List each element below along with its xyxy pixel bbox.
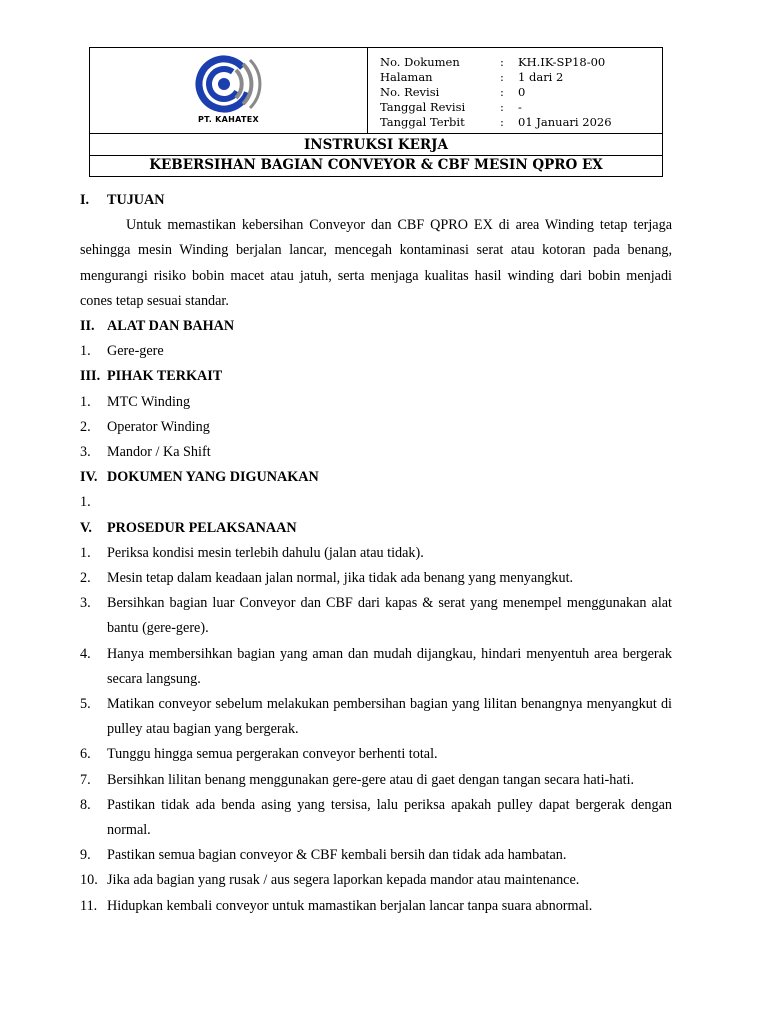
list-item: 2. Operator Winding [80,418,210,435]
document-body [80,188,672,919]
title-band [90,133,662,176]
document-meta [380,55,612,130]
meta-row: No. Revisi : 0 [380,85,526,99]
list-item: 3. Mandor / Ka Shift [80,444,211,461]
company-logo-icon [192,52,262,116]
procedure-step: 5. Matikan conveyor sebelum melakukan pembersihan bagian yang lilitan benangnya menyangkut di pulley atau bagian yang bergerak. [80,696,672,738]
section-heading-prosedur: V. PROSEDUR PELAKSANAAN [80,519,297,536]
meta-row: No. Dokumen : KH.IK-SP18-00 [380,55,606,69]
section-heading-tujuan: I. TUJUAN [80,192,165,208]
tujuan-paragraph: Untuk memastikan kebersihan Conveyor dan CBF QPRO EX di area Winding tetap terjaga sehingga mesin Winding berjalan lancar, mencegah kontaminasi serat atau kotoran pada benang, mengurangi risiko bobin macet atau jatuh, serta menjaga kualitas hasil winding dari bobin menjadi cones tetap sesuai standar. [80,217,672,309]
issue-date: 01 Januari 2026 [518,115,612,129]
revision-date: - [518,100,522,114]
procedure-step: 3. Bersihkan bagian luar Conveyor dan CBF dari kapas & serat yang menempel menggunakan alat bantu (gere-gere). [80,595,672,637]
document-number: KH.IK-SP18-00 [518,55,606,69]
list-item: 1. Gere-gere [80,343,164,360]
procedure-step: 9. Pastikan semua bagian conveyor & CBF kembali bersih dan tidak ada hambatan. [80,847,567,864]
procedure-step: 7. Bersihkan lilitan benang menggunakan gere-gere atau di gaet dengan tangan secara hati-hati. [80,771,635,788]
logo-cell [90,48,368,133]
title-divider [90,155,662,156]
meta-row: Tanggal Terbit : 01 Januari 2026 [380,115,612,129]
section-heading-pihak: III. PIHAK TERKAIT [80,368,223,385]
procedure-step: 10. Jika ada bagian yang rusak / aus segera laporkan kepada mandor atau maintenance. [80,872,580,889]
meta-row: Halaman : 1 dari 2 [380,70,564,84]
procedure-step: 6. Tunggu hingga semua pergerakan conveyor berhenti total. [80,746,438,763]
list-item: 1. [80,494,91,511]
list-item: 1. MTC Winding [80,393,191,410]
revision-number: 0 [518,85,526,99]
section-heading-dokumen: IV. DOKUMEN YANG DIGUNAKAN [80,469,319,486]
procedure-step: 2. Mesin tetap dalam keadaan jalan normal, jika tidak ada benang yang menyangkut. [80,570,574,587]
section-heading-alat: II. ALAT DAN BAHAN [80,318,235,335]
document-header [89,47,663,177]
page-count: 1 dari 2 [518,70,564,84]
meta-row: Tanggal Revisi : - [380,100,522,114]
procedure-step: 4. Hanya membersihkan bagian yang aman dan mudah dijangkau, hindari menyentuh area bergerak secara langsung. [80,645,672,687]
document-type-title: INSTRUKSI KERJA [303,137,449,153]
procedure-step: 1. Periksa kondisi mesin terlebih dahulu (jalan atau tidak). [80,544,424,561]
procedure-step: 8. Pastikan tidak ada benda asing yang tersisa, lalu periksa apakah pulley dapat bergerak dengan normal. [80,796,672,839]
procedure-step: 11. Hidupkan kembali conveyor untuk mamastikan berjalan lancar tanpa suara abnormal. [80,897,593,914]
company-name: PT. KAHATEX [198,115,259,124]
document-title: KEBERSIHAN BAGIAN CONVEYOR & CBF MESIN QPRO EX [149,157,603,173]
